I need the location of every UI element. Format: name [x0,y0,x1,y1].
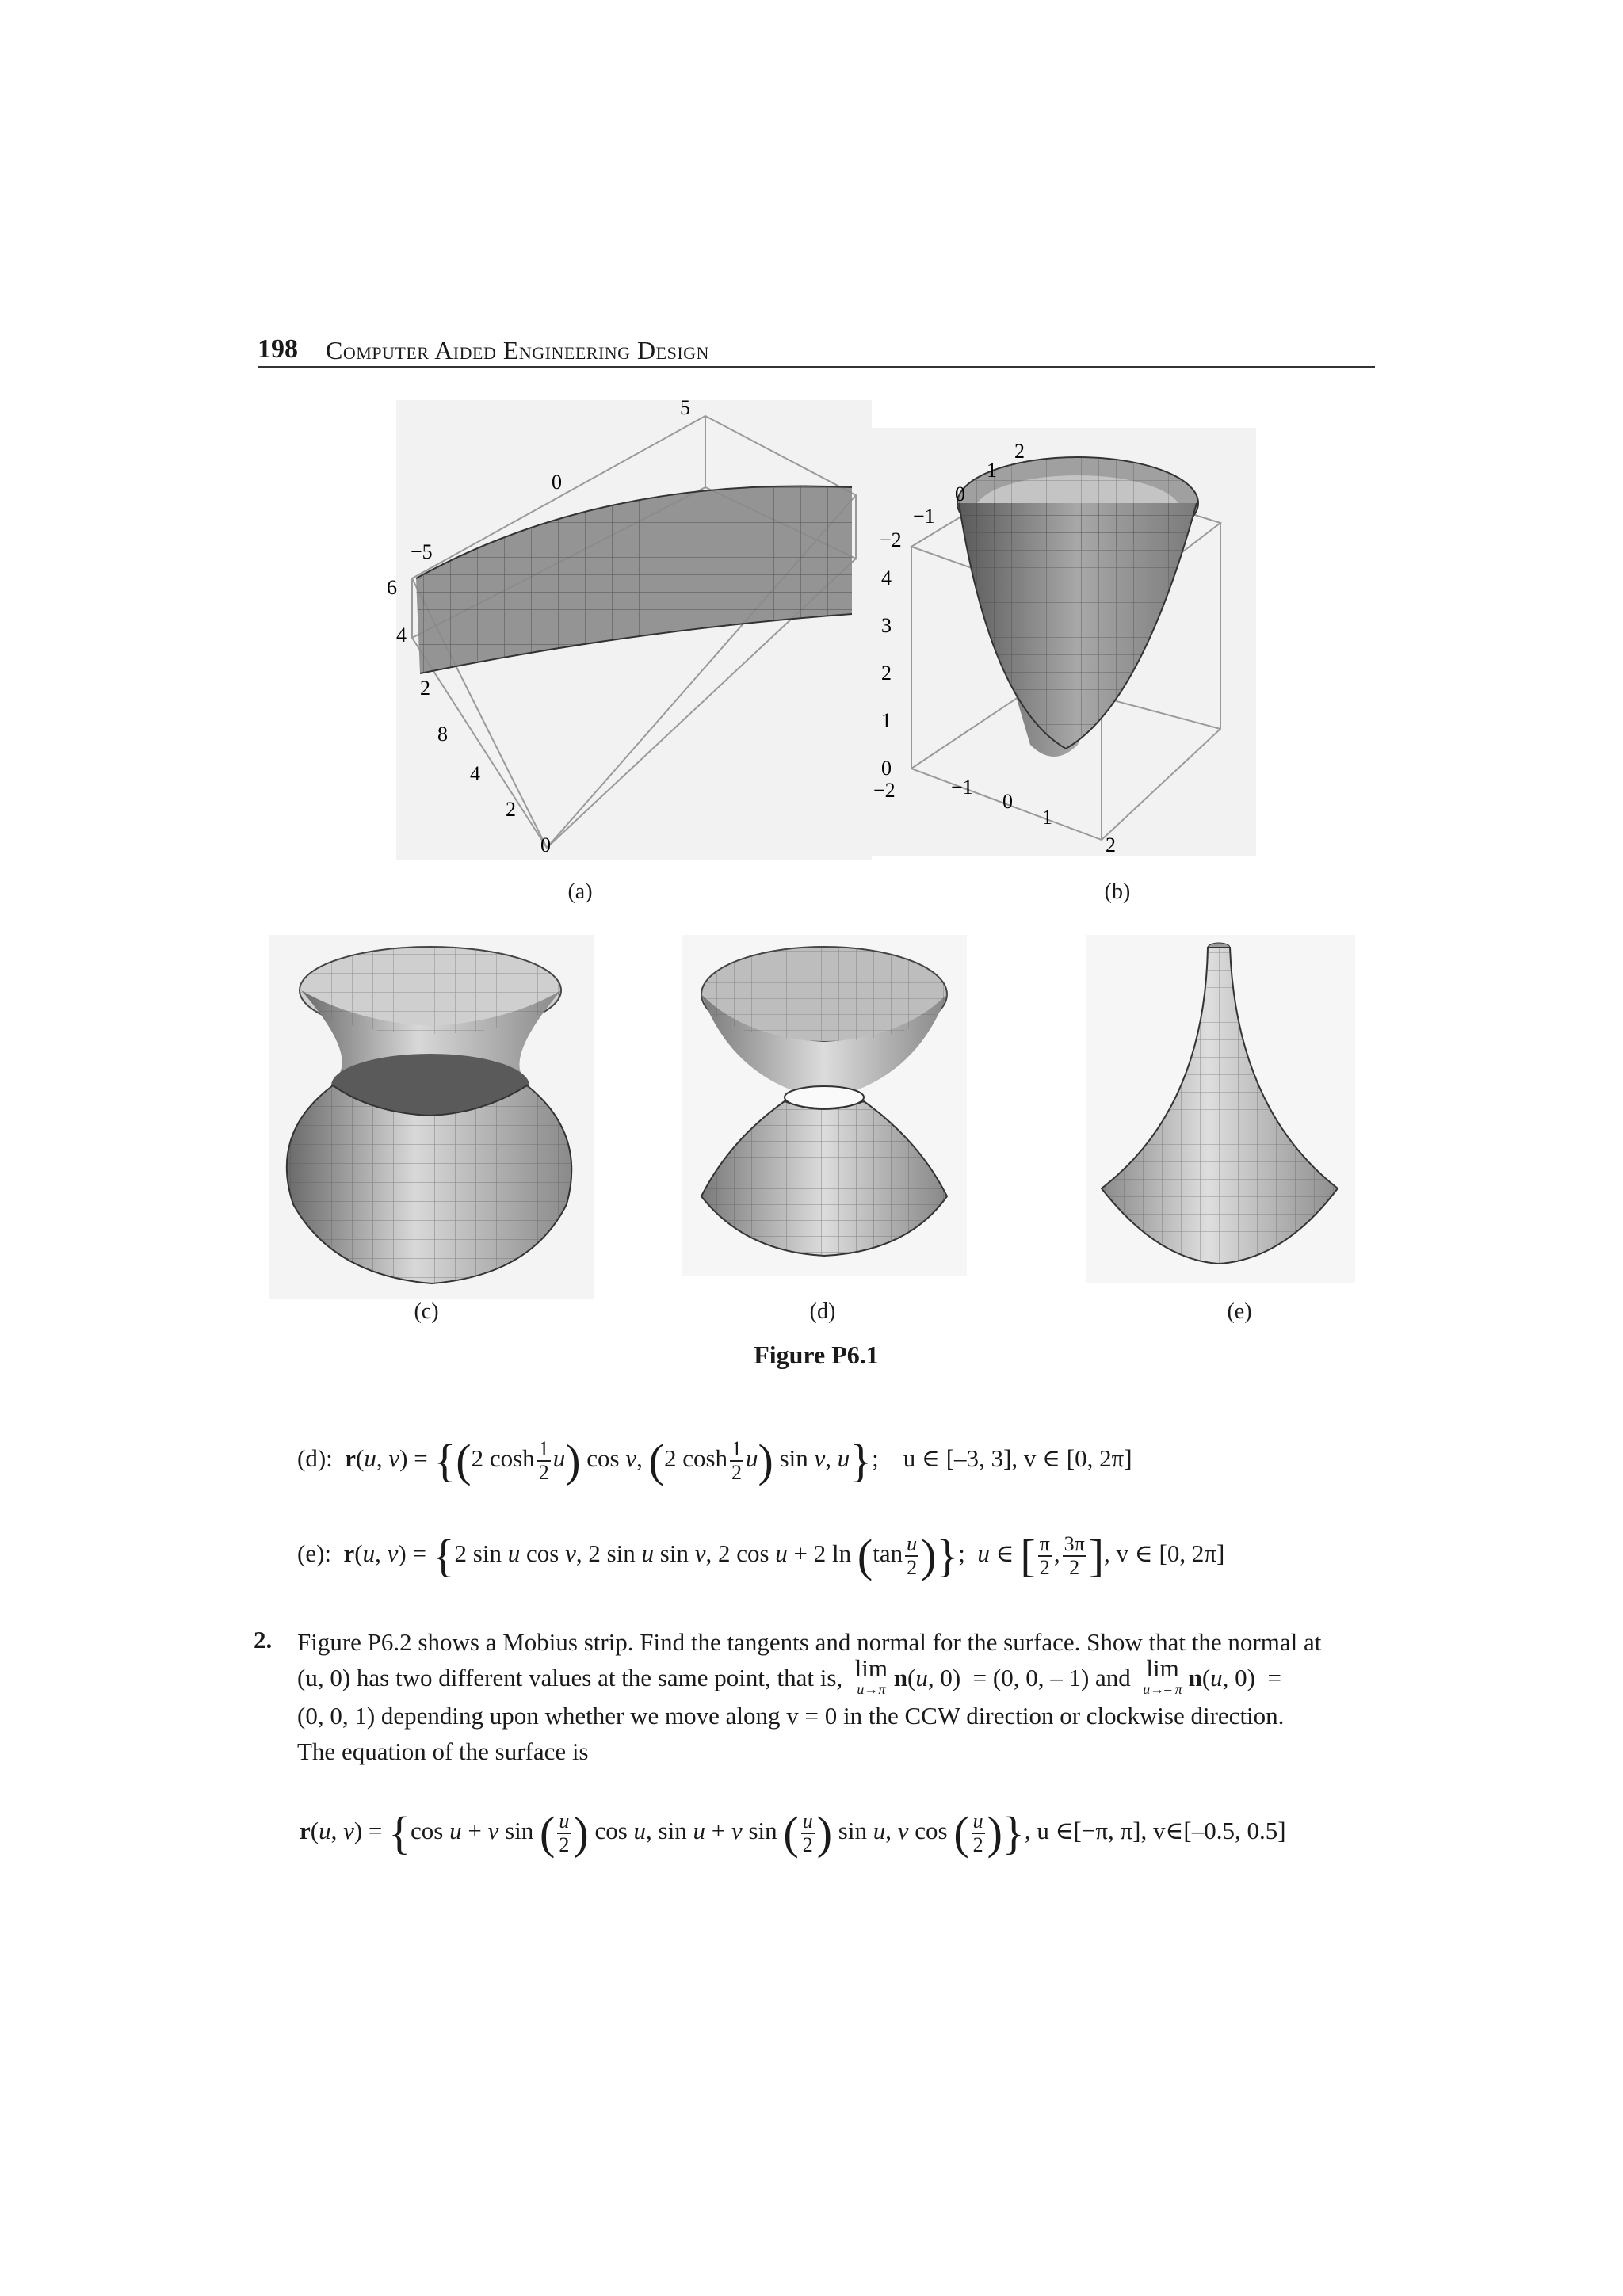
equation-mobius: r(u, v) = {cos u + v sin ( $\frac{u}{2}$ ) cos u, sin u + v sin ( $\frac{u}{2}$ ) sin u, v cos ( $\frac{u}{2}$ )}, u ∈[−π, π], v∈[–0.5, 0.5] [300,1807,1286,1859]
running-title: Computer Aided Engineering Design [326,336,709,364]
problem-line-3: (0, 0, 1) depending upon whether we move along v = 0 in the CCW direction or clockwise direction. [297,1702,1285,1730]
page-number: 198 [258,334,298,364]
tick-label: 2 [506,798,516,821]
tick-label: 1 [1042,806,1052,829]
problem-line-2: (u, 0) has two different values at the same point, that is, lim u→π n(u, 0) = (0, 0, – 1) and lim u→– π n(u, 0) = [297,1654,1281,1697]
tick-label: 8 [437,723,448,746]
tick-label: 4 [881,566,892,589]
plot-a [387,396,872,860]
problem-number: 2. [254,1626,273,1653]
tick-label: 2 [1106,833,1116,856]
tick-label: −1 [913,505,935,528]
tick-label: 1 [881,709,892,732]
mobius-domain: u ∈[−π, π], v∈[–0.5, 0.5] [1037,1817,1286,1845]
equation-d: (d): r(u, v) = {(2 cosh $\frac{1}{2}$ u) cos v, (2 cosh $\frac{1}{2}$ u) sin v, u}; u ∈ [–3, 3], v ∈ [0, 2π] [297,1435,1132,1486]
tick-label: −2 [873,779,896,802]
tick-label: −2 [880,528,902,551]
tick-label: −1 [951,776,973,799]
problem-text [297,1624,1375,1769]
plot-b [872,428,1256,856]
tick-label: 4 [470,762,480,785]
tick-label: 0 [881,757,892,780]
caption-b: (b) [1104,879,1131,904]
caption-e: (e) [1227,1299,1252,1324]
tick-label: 6 [387,576,397,599]
tick-label: 5 [680,396,690,419]
equation-d-label: (d): [297,1444,333,1473]
plot-d [682,935,967,1276]
tick-label: 4 [396,624,407,646]
tick-label: 0 [540,833,551,856]
caption-c: (c) [414,1299,439,1324]
problem-line-4: The equation of the surface is [297,1737,589,1765]
equation-e: (e): r(u, v) = {2 sin u cos v, 2 sin u sin v, 2 cos u + 2 ln (tan $\frac{u}{2}$ )}; u ∈ [ $\frac{\pi}{2}$ , $\frac{3\pi}{2}$ ], v ∈ [0, 2π] [297,1530,1225,1581]
equation-d-domain: u ∈ [–3, 3], v ∈ [0, 2π] [903,1444,1132,1473]
running-header [258,331,1375,368]
tick-label: 2 [420,677,430,700]
tick-label: 3 [881,614,892,637]
figure-title: Figure P6.1 [754,1341,879,1369]
plot-c [269,935,594,1299]
problem-line-1: Figure P6.2 shows a Mobius strip. Find the tangents and normal for the surface. Show that the normal at [297,1628,1322,1656]
tick-label: 0 [955,482,965,505]
equation-e-domain: , v ∈ [0, 2π] [1104,1539,1225,1568]
tick-label: −5 [411,540,433,563]
tick-label: 0 [1002,790,1013,813]
tick-label: 2 [1014,440,1025,463]
tick-label: 2 [881,662,892,685]
plot-e [1086,935,1355,1283]
tick-label: 1 [987,459,997,482]
caption-d: (d) [809,1299,836,1324]
caption-a: (a) [567,879,593,904]
tick-label: 0 [552,471,562,494]
equation-e-label: (e): [297,1539,332,1568]
